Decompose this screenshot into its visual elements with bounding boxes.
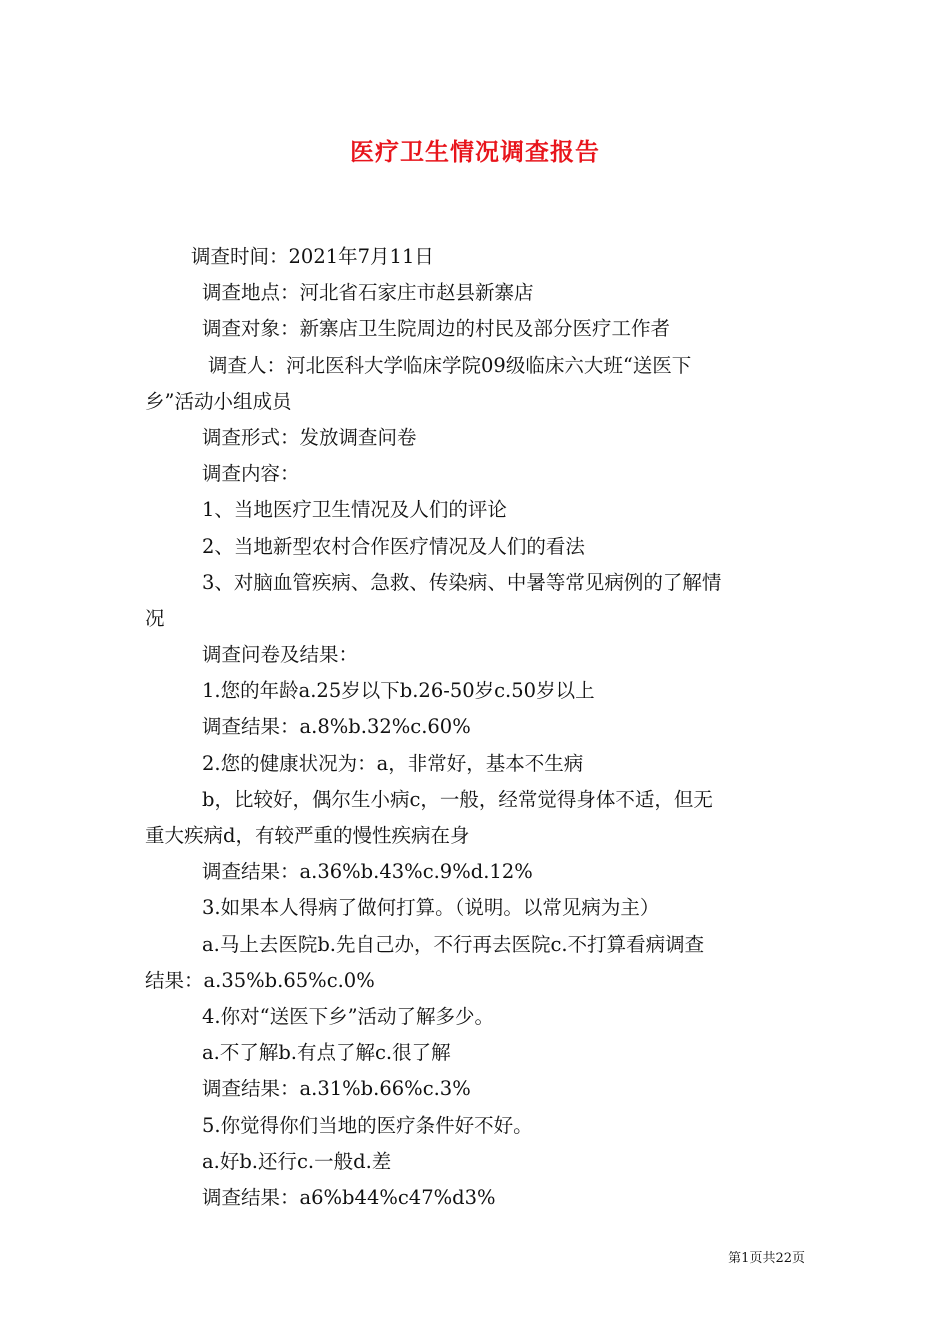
page-number-footer: 第1页共22页 (728, 1251, 805, 1266)
document-title: 医疗卫生情况调查报告 (350, 137, 600, 166)
surveyor-line: 调查人：河北医科大学临床学院09级临床六大班“送医下 (208, 353, 692, 377)
question-5-options: a.好b.还行c.一般d.差 (202, 1149, 392, 1173)
question-3: 3.如果本人得病了做何打算。（说明。以常见病为主） (202, 896, 660, 920)
questionnaire-heading: 调查问卷及结果： (202, 643, 359, 667)
content-item-3: 3、对脑血管疾病、急救、传染病、中暑等常见病例的了解情 (202, 570, 722, 594)
question-2-options: b，比较好，偶尔生小病c，一般，经常觉得身体不适，但无 (202, 787, 713, 811)
survey-subject-line: 调查对象：新寨店卫生院周边的村民及部分医疗工作者 (202, 317, 671, 341)
result-3: 结果：a.35%b.65%c.0% (145, 968, 375, 992)
content-item-1: 1、当地医疗卫生情况及人们的评论 (202, 498, 507, 522)
survey-form-line: 调查形式：发放调查问卷 (202, 425, 417, 449)
question-3-options: a.马上去医院b.先自己办，不行再去医院c.不打算看病调查 (202, 932, 705, 956)
result-4: 调查结果：a.31%b.66%c.3% (202, 1077, 471, 1101)
survey-location-line: 调查地点：河北省石家庄市赵县新寨店 (202, 281, 534, 305)
content-item-3-continued: 况 (145, 606, 165, 630)
question-1: 1.您的年龄a.25岁以下b.26-50岁c.50岁以上 (202, 679, 595, 703)
result-2: 调查结果：a.36%b.43%c.9%d.12% (202, 860, 533, 884)
result-1: 调查结果：a.8%b.32%c.60% (202, 715, 471, 739)
result-5: 调查结果：a6%b44%c47%d3% (202, 1185, 496, 1209)
survey-content-heading: 调查内容： (202, 462, 300, 486)
question-2: 2.您的健康状况为：a，非常好，基本不生病 (202, 751, 584, 775)
question-4-options: a.不了解b.有点了解c.很了解 (202, 1041, 451, 1065)
surveyor-line-continued: 乡”活动小组成员 (145, 389, 292, 413)
question-4: 4.你对“送医下乡”活动了解多少。 (202, 1004, 495, 1028)
question-2-options-continued: 重大疾病d，有较严重的慢性疾病在身 (145, 824, 470, 847)
question-5: 5.你觉得你们当地的医疗条件好不好。 (202, 1113, 533, 1137)
survey-time-line: 调查时间：2021年7月11日 (191, 245, 434, 268)
document-body (145, 239, 810, 1216)
content-item-2: 2、当地新型农村合作医疗情况及人们的看法 (202, 534, 585, 558)
